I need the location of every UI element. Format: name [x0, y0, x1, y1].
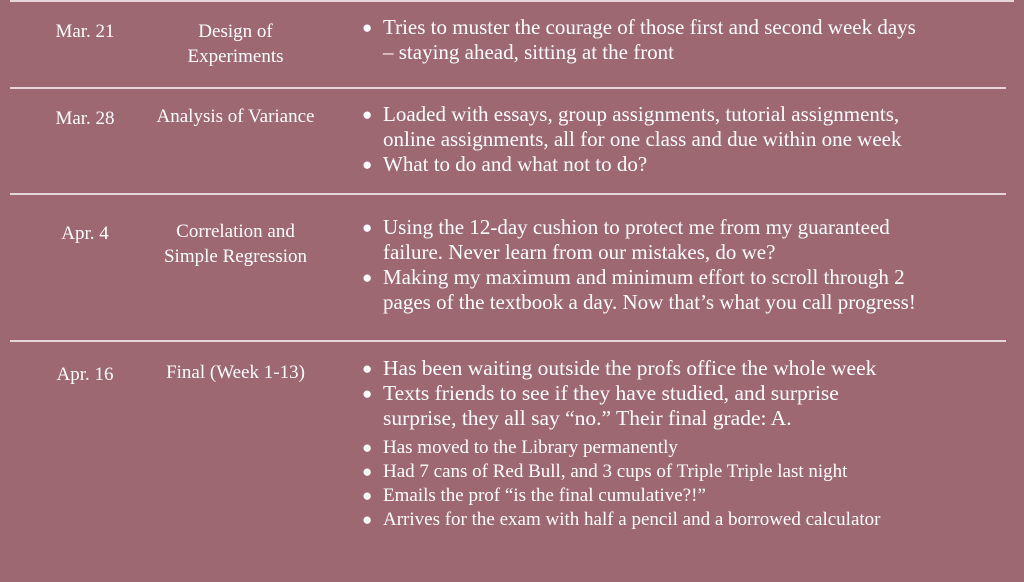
topic-line: Experiments [187, 46, 284, 67]
row-divider [10, 87, 1006, 89]
row-topic [138, 19, 333, 69]
bullet-icon: ● [362, 462, 373, 481]
note-item [358, 381, 998, 431]
topic-line: Design of [198, 21, 273, 42]
row-divider [10, 193, 1006, 195]
row-notes [358, 215, 998, 315]
note-line: Arrives for the exam with half a pencil and a borrowed calculator [383, 509, 881, 530]
note-item [358, 484, 998, 508]
note-item [358, 436, 998, 460]
row-notes-small [358, 436, 998, 532]
note-item [358, 356, 998, 381]
topic-line: Simple Regression [163, 246, 308, 267]
row-divider [10, 340, 1006, 342]
note-line: Tries to muster the courage of those first and second week days [383, 15, 916, 39]
bullet-icon: ● [362, 155, 373, 174]
note-line: Texts friends to see if they have studied, and surprise [383, 381, 839, 405]
note-item [358, 152, 998, 177]
bullet-icon: ● [362, 18, 373, 37]
note-item [358, 102, 998, 152]
row-date: Mar. 21 [55, 21, 115, 42]
topic-line: Analysis of Variance [156, 106, 315, 127]
row-date: Apr. 4 [61, 223, 109, 244]
row-notes [358, 15, 998, 65]
top-divider [10, 0, 1014, 2]
note-line: surprise, they all say “no.” Their final grade: A. [383, 406, 792, 430]
row-topic [138, 360, 333, 385]
note-line: online assignments, all for one class and due within one week [383, 127, 902, 151]
note-line: Making my maximum and minimum effort to scroll through 2 [383, 265, 905, 289]
note-item [358, 460, 998, 484]
row-notes [358, 356, 998, 431]
note-line: Has been waiting outside the profs office the whole week [383, 356, 877, 380]
note-line: What to do and what not to do? [383, 152, 648, 176]
bullet-icon: ● [362, 486, 373, 505]
note-line: Loaded with essays, group assignments, tutorial assignments, [383, 102, 900, 126]
bullet-icon: ● [362, 268, 373, 287]
row-topic [138, 104, 333, 129]
row-date: Apr. 16 [56, 364, 114, 385]
bullet-icon: ● [362, 105, 373, 124]
note-item [358, 508, 998, 532]
note-item [358, 15, 998, 65]
note-line: Had 7 cans of Red Bull, and 3 cups of Triple Triple last night [383, 461, 848, 482]
bullet-icon: ● [362, 218, 373, 237]
note-line: Using the 12-day cushion to protect me from my guaranteed [383, 215, 890, 239]
note-line: pages of the textbook a day. Now that’s what you call progress! [383, 290, 916, 314]
row-notes [358, 102, 998, 177]
row-topic [138, 219, 333, 269]
bullet-icon: ● [362, 510, 373, 529]
bullet-icon: ● [362, 438, 373, 457]
note-item [358, 265, 998, 315]
note-item [358, 215, 998, 265]
bullet-icon: ● [362, 384, 373, 403]
bullet-icon: ● [362, 359, 373, 378]
note-line: Emails the prof “is the final cumulative?!” [383, 485, 706, 506]
note-line: – staying ahead, sitting at the front [383, 40, 675, 64]
note-line: Has moved to the Library permanently [383, 437, 678, 458]
topic-line: Final (Week 1-13) [166, 362, 305, 383]
row-date: Mar. 28 [55, 108, 115, 129]
note-line: failure. Never learn from our mistakes, do we? [383, 240, 776, 264]
topic-line: Correlation and [176, 221, 295, 242]
